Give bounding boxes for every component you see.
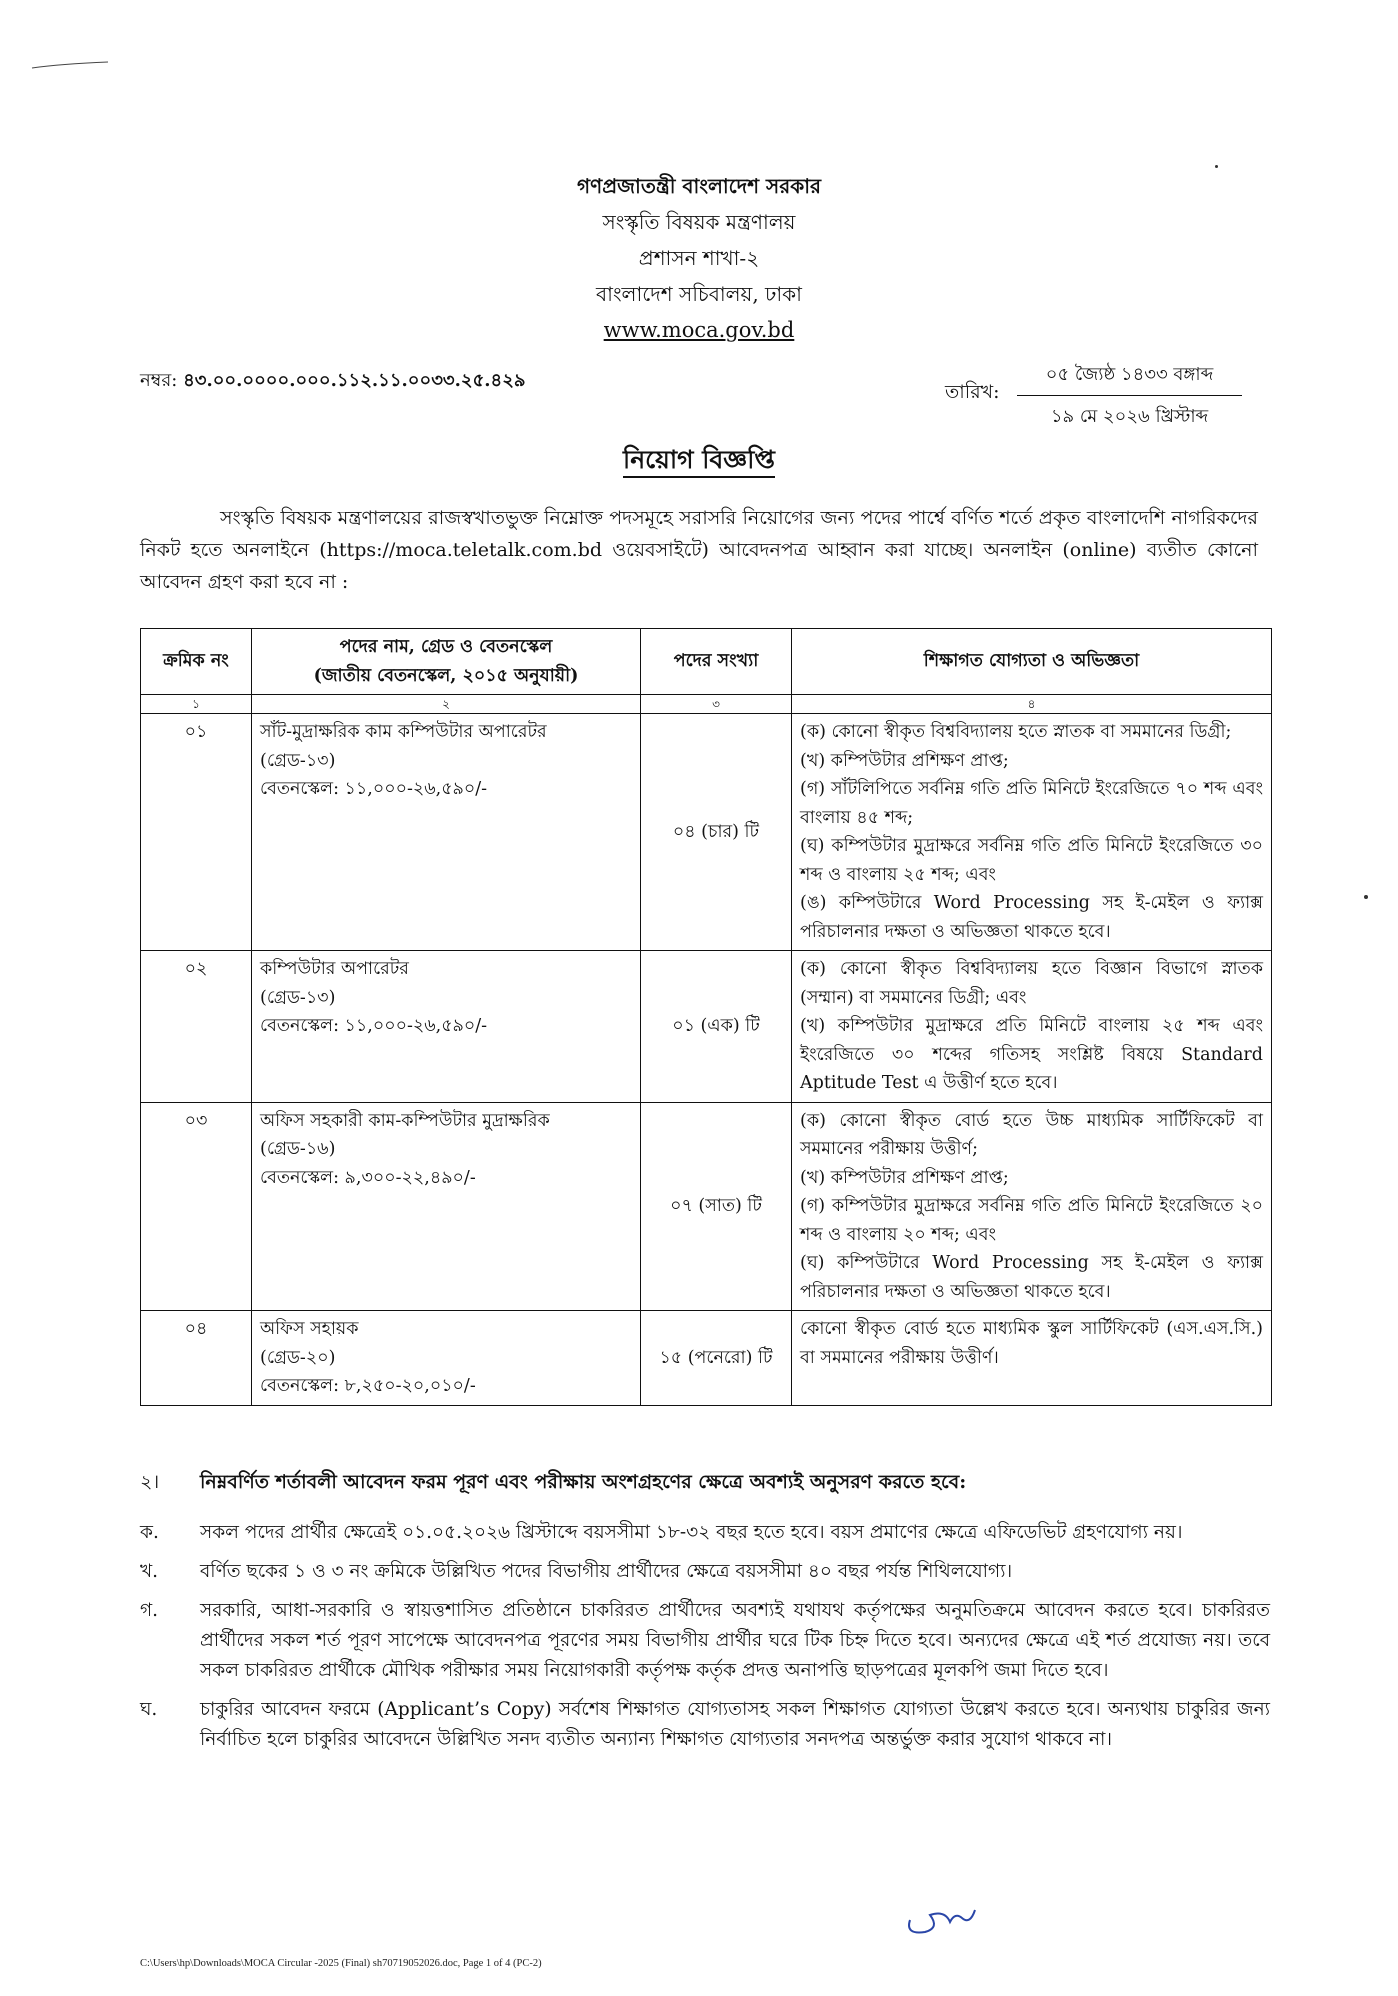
- vacancy-table: [140, 628, 1272, 1406]
- section-number: ২।: [140, 1471, 160, 1493]
- column-number: ১: [141, 695, 252, 714]
- serial-cell: ০২: [141, 951, 252, 1103]
- table-row: [141, 951, 1272, 1103]
- qualification-cell: (ক) কোনো স্বীকৃত বিশ্ববিদ্যালয় হতে স্নাতক বা সমমানের ডিগ্রী; (খ) কম্পিউটার প্রশিক্ষণ প্রাপ্ত; (গ) সাঁটলিপিতে সর্বনিম্ন গতি প্রতি মিনিটে ইংরেজিতে ৭০ শব্দ এবং বাংলায় ৪৫ শব্দ; (ঘ) কম্পিউটার মুদ্রাক্ষরে সর্বনিম্ন গতি প্রতি মিনিটে ইংরেজিতে ৩০ শব্দ ও বাংলায় ২৫ শব্দ; এবং (ঙ) কম্পিউটারে Word Processing সহ ই-মেইল ও ফ্যাক্স পরিচালনার দক্ষতা ও অভিজ্ঞতা থাকতে হবে।: [792, 714, 1272, 951]
- qualification-cell: (ক) কোনো স্বীকৃত বিশ্ববিদ্যালয় হতে বিজ্ঞান বিভাগে স্নাতক (সম্মান) বা সমমানের ডিগ্রী; এবং (খ) কম্পিউটার মুদ্রাক্ষরে প্রতি মিনিটে বাংলায় ২৫ শব্দ এবং ইংরেজিতে ৩০ শব্দের গতিসহ সংশ্লিষ্ট বিষয়ে Standard Aptitude Test এ উত্তীর্ণ হতে হবে।: [792, 951, 1272, 1103]
- header-qualification: শিক্ষাগত যোগ্যতা ও অভিজ্ঞতা: [792, 629, 1272, 695]
- list-item: [140, 1695, 1270, 1755]
- item-label: ঘ.: [140, 1699, 158, 1720]
- count-cell: ০৪ (চার) টি: [641, 714, 792, 951]
- conditions-list: [140, 1518, 1270, 1764]
- scan-dot: [1364, 895, 1368, 899]
- count-cell: ০৭ (সাত) টি: [641, 1102, 792, 1311]
- item-text: সকল পদের প্রার্থীর ক্ষেত্রেই ০১.০৫.২০২৬ খ্রিস্টাব্দে বয়সসীমা ১৮-৩২ বছর হতে হবে। বয়স প্রমাণের ক্ষেত্রে এফিডেভিট গ্রহণযোগ্য নয়।: [200, 1522, 1183, 1543]
- branch-name: প্রশাসন শাখা-২: [638, 246, 760, 270]
- column-number: ২: [252, 695, 641, 714]
- address: বাংলাদেশ সচিবালয়, ঢাকা: [596, 282, 802, 306]
- memo-number: [140, 366, 526, 397]
- item-label: ক.: [140, 1522, 159, 1543]
- list-item: [140, 1596, 1270, 1686]
- item-label: গ.: [140, 1600, 159, 1621]
- post-cell: সাঁট-মুদ্রাক্ষরিক কাম কম্পিউটার অপারেটর (গ্রেড-১৩) বেতনস্কেল: ১১,০০০-২৬,৫৯০/-: [252, 714, 641, 951]
- item-text: বর্ণিত ছকের ১ ও ৩ নং ক্রমিকে উল্লিখিত পদের বিভাগীয় প্রার্থীদের ক্ষেত্রে বয়সসীমা ৪০ বছর পর্যন্ত শিথিলযোগ্য।: [200, 1561, 1013, 1582]
- serial-cell: ০১: [141, 714, 252, 951]
- website-link[interactable]: www.moca.gov.bd: [603, 318, 795, 342]
- list-item: [140, 1518, 1270, 1548]
- table-row: [141, 1102, 1272, 1311]
- header-post: পদের নাম, গ্রেড ও বেতনস্কেল (জাতীয় বেতনস্কেল, ২০১৫ অনুযায়ী): [252, 629, 641, 695]
- qualification-cell: (ক) কোনো স্বীকৃত বোর্ড হতে উচ্চ মাধ্যমিক সার্টিফিকেট বা সমমানের পরীক্ষায় উত্তীর্ণ; (খ) কম্পিউটার প্রশিক্ষণ প্রাপ্ত; (গ) কম্পিউটার মুদ্রাক্ষরে সর্বনিম্ন গতি প্রতি মিনিটে ইংরেজিতে ২০ শব্দ ও বাংলায় ২০ শব্দ; এবং (ঘ) কম্পিউটারে Word Processing সহ ই-মেইল ও ফ্যাক্স পরিচালনার দক্ষতা ও অভিজ্ঞতা থাকতে হবে।: [792, 1102, 1272, 1311]
- letterhead: [0, 168, 1398, 348]
- initial-signature: [900, 1890, 980, 1940]
- section-heading: নিম্নবর্ণিত শর্তাবলী আবেদন ফরম পূরণ এবং পরীক্ষায় অংশগ্রহণের ক্ষেত্রে অবশ্যই অনুসরণ করতে হবে:: [200, 1471, 967, 1493]
- header-count: পদের সংখ্যা: [641, 629, 792, 695]
- memo-number-value: ৪৩.০০.০০০০.০০০.১১২.১১.০০৩৩.২৫.৪২৯: [183, 370, 526, 391]
- scan-mark: [30, 60, 110, 72]
- list-item: [140, 1557, 1270, 1587]
- date-english: ১৯ মে ২০২৬ খ্রিস্টাব্দ: [1050, 406, 1209, 427]
- table-row: [141, 714, 1272, 951]
- table-header-row: [141, 629, 1272, 695]
- date-bangla: ০৫ জ্যৈষ্ঠ ১৪৩৩ বঙ্গাব্দ: [1017, 360, 1242, 396]
- government-name: গণপ্রজাতন্ত্রী বাংলাদেশ সরকার: [577, 174, 821, 198]
- item-label: খ.: [140, 1561, 159, 1582]
- table-row: [141, 1311, 1272, 1406]
- file-path-footer: C:\Users\hp\Downloads\MOCA Circular -2025 (Final) sh70719052026.doc, Page 1 of 4 (PC-2): [140, 1958, 542, 1969]
- post-cell: অফিস সহায়ক (গ্রেড-২০) বেতনস্কেল: ৮,২৫০-২০,০১০/-: [252, 1311, 641, 1406]
- ministry-name: সংস্কৃতি বিষয়ক মন্ত্রণালয়: [602, 210, 796, 234]
- column-number-row: [141, 695, 1272, 714]
- serial-cell: ০৪: [141, 1311, 252, 1406]
- intro-paragraph: সংস্কৃতি বিষয়ক মন্ত্রণালয়ের রাজস্বখাতভুক্ত নিম্নোক্ত পদসমূহে সরাসরি নিয়োগের জন্য পদের পার্শ্বে বর্ণিত শর্তে প্রকৃত বাংলাদেশি নাগরিকদের নিকট হতে অনলাইনে (https://moca.teletalk.com.bd ওয়েবসাইটে) আবেদনপত্র আহ্বান করা যাচ্ছে। অনলাইন (online) ব্যতীত কোনো আবেদন গ্রহণ করা হবে না :: [140, 507, 1258, 593]
- qualification-cell: কোনো স্বীকৃত বোর্ড হতে মাধ্যমিক স্কুল সার্টিফিকেট (এস.এস.সি.) বা সমমানের পরীক্ষায় উত্তীর্ণ।: [792, 1311, 1272, 1406]
- column-number: ৩: [641, 695, 792, 714]
- post-cell: অফিস সহকারী কাম-কম্পিউটার মুদ্রাক্ষরিক (গ্রেড-১৬) বেতনস্কেল: ৯,৩০০-২২,৪৯০/-: [252, 1102, 641, 1311]
- date-block: [1017, 360, 1242, 433]
- serial-cell: ০৩: [141, 1102, 252, 1311]
- item-text: চাকুরির আবেদন ফরমে (Applicant’s Copy) সর্বশেষ শিক্ষাগত যোগ্যতাসহ সকল শিক্ষাগত যোগ্যতা উল্লেখ করতে হবে। অন্যথায় চাকুরির জন্য নির্বাচিত হলে চাকুরির আবেদনে উল্লিখিত সনদ ব্যতীত অন্যান্য শিক্ষাগত যোগ্যতার সনদপত্র অন্তর্ভুক্ত করার সুযোগ থাকবে না।: [200, 1699, 1270, 1750]
- count-cell: ১৫ (পনেরো) টি: [641, 1311, 792, 1406]
- column-number: ৪: [792, 695, 1272, 714]
- notice-title: নিয়োগ বিজ্ঞপ্তি: [0, 440, 1398, 483]
- post-cell: কম্পিউটার অপারেটর (গ্রেড-১৩) বেতনস্কেল: ১১,০০০-২৬,৫৯০/-: [252, 951, 641, 1103]
- header-serial: ক্রমিক নং: [141, 629, 252, 695]
- memo-number-label: নম্বর:: [140, 370, 178, 391]
- date-label: তারিখ:: [945, 381, 1000, 403]
- count-cell: ০১ (এক) টি: [641, 951, 792, 1103]
- item-text: সরকারি, আধা-সরকারি ও স্বায়ত্তশাসিত প্রতিষ্ঠানে চাকরিরত প্রার্থীদের অবশ্যই যথাযথ কর্তৃপক্ষের অনুমতিক্রমে আবেদন করতে হবে। চাকরিরত প্রার্থীদের সকল শর্ত পূরণ সাপেক্ষে আবেদনপত্র পূরণের সময় বিভাগীয় প্রার্থীর ঘরে টিক চিহ্ন দিতে হবে। অন্যদের ক্ষেত্রে এই শর্ত প্রযোজ্য নয়। তবে সকল চাকরিরত প্রার্থীকে মৌখিক পরীক্ষার সময় নিয়োগকারী কর্তৃপক্ষ কর্তৃক প্রদত্ত অনাপত্তি ছাড়পত্রের মূলকপি জমা দিতে হবে।: [200, 1600, 1270, 1681]
